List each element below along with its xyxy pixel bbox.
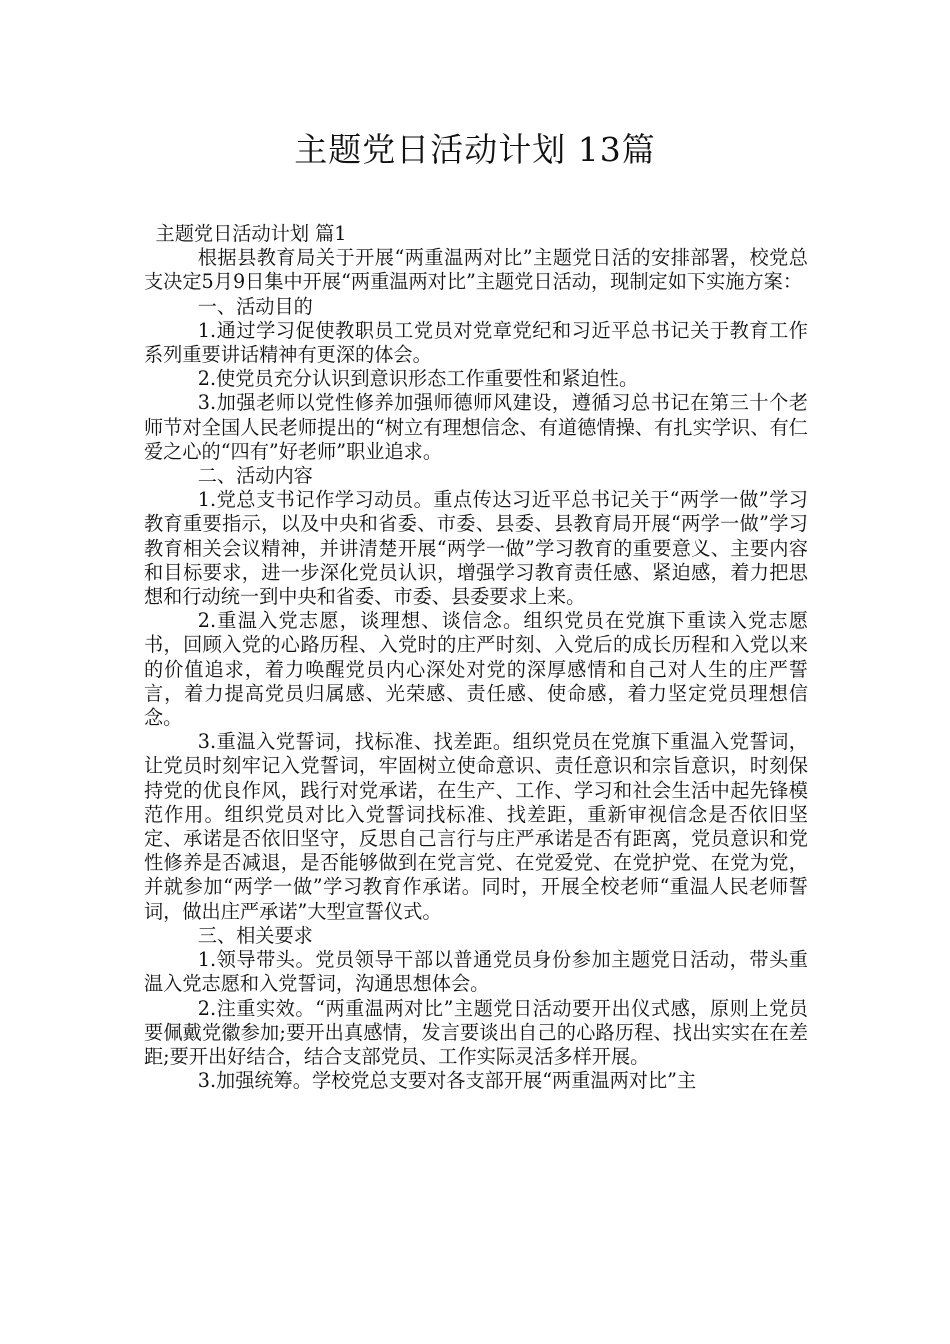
paragraph-purpose-1: 1.通过学习促使教职员工党员对党章党纪和习近平总书记关于教育工作系列重要讲话精神有更深的体会。 <box>144 318 808 367</box>
document-title: 主题党日活动计划 13篇 <box>294 130 656 169</box>
paragraph-content-2: 2.重温入党志愿，谈理想、谈信念。组织党员在党旗下重读入党志愿书，回顾入党的心路历程、入党时的庄严时刻、入党后的成长历程和入党以来的价值追求，着力唤醒党员内心深处对党的深厚感情和自己对人生的庄严誓言，着力提高党员归属感、光荣感、责任感、使命感，着力坚定党员理想信念。 <box>144 609 808 730</box>
paragraph-purpose-2: 2.使党员充分认识到意识形态工作重要性和紧迫性。 <box>197 367 639 391</box>
paragraph-intro: 根据县教育局关于开展“两重温两对比”主题党日活的安排部署，校党总支决定5月9日集中开展“两重温两对比”主题党日活动，现制定如下实施方案： <box>144 246 808 294</box>
heading-content: 二、活动内容 <box>197 464 313 488</box>
paragraph-content-3: 3.重温入党誓词，找标准、找差距。组织党员在党旗下重温入党誓词，让党员时刻牢记入党誓词，牢固树立使命意识、责任意识和宗旨意识，时刻保持党的优良作风，践行对党承诺，在生产、工作、学习和社会生活中起先锋模范作用。组织党员对比入党誓词找标准、找差距，重新审视信念是否依旧坚定、承诺是否依旧坚守，反思自己言行与庄严承诺是否有距离，党员意识和党性修养是否减退，是否能够做到在党言党、在党爱党、在党护党、在党为党，并就参加“两学一做”学习教育作承诺。同时，开展全校老师“重温人民老师誓词，做出庄严承诺”大型宣誓仪式。 <box>144 730 808 923</box>
heading-purpose: 一、活动目的 <box>197 294 313 318</box>
section-subheading: 主题党日活动计划 篇1 <box>155 222 347 245</box>
paragraph-purpose-3: 3.加强老师以党性修养加强师德师风建设，遵循习总书记在第三十个老师节对全国人民老师提出的“树立有理想信念、有道德情操、有扎实学识、有仁爱之心的“四有”好老师”职业追求。 <box>144 391 808 463</box>
paragraph-requirement-2: 2.注重实效。“两重温两对比”主题党日活动要开出仪式感，原则上党员要佩戴党徽参加;要开出真感情，发言要谈出自己的心路历程、找出实实在在差距;要开出好结合，结合支部党员、工作实际灵活多样开展。 <box>144 996 808 1068</box>
paragraph-content-1: 1.党总支书记作学习动员。重点传达习近平总书记关于“两学一做”学习教育重要指示，以及中央和省委、市委、县委、县教育局开展“两学一做”学习教育相关会议精神，并讲清楚开展“两学一做”学习教育的重要意义、主要内容和目标要求，进一步深化党员认识，增强学习教育责任感、紧迫感，着力把思想和行动统一到中央和省委、市委、县委要求上来。 <box>144 488 808 609</box>
paragraph-requirement-1: 1.领导带头。党员领导干部以普通党员身份参加主题党日活动，带头重温入党志愿和入党誓词，沟通思想体会。 <box>144 948 808 996</box>
paragraph-requirement-3: 3.加强统筹。学校党总支要对各支部开展“两重温两对比”主 <box>197 1069 697 1093</box>
heading-requirements: 三、相关要求 <box>197 923 313 947</box>
document-body <box>144 222 808 1093</box>
